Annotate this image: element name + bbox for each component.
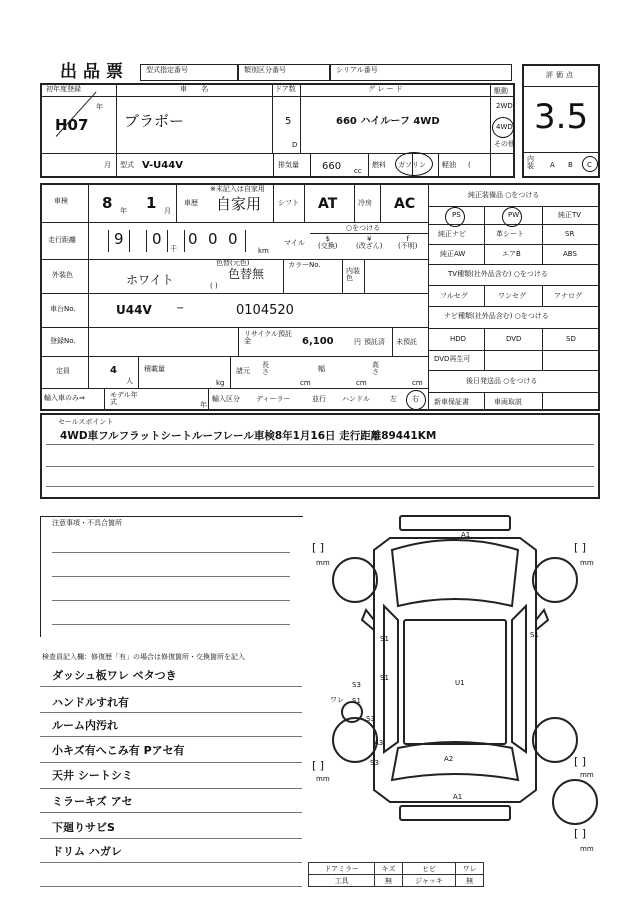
row-line <box>428 264 600 265</box>
fuel-circle <box>395 152 433 176</box>
sales-line <box>46 486 594 487</box>
chassis-dash: − <box>176 303 185 314</box>
grade-label: グ レ ー ド <box>368 85 403 93</box>
sales-label: セールスポイント <box>58 418 114 426</box>
inspection-month-unit: 月 <box>164 207 171 215</box>
note-underline <box>40 712 302 713</box>
vehicle-name: ブラボー <box>124 112 185 130</box>
mark-s1-left: S1 <box>380 635 389 643</box>
col-line <box>176 183 177 222</box>
sales-text: 4WD車フルフラットシートルーフレール車検8年1月16日 走行距離89441KM <box>60 430 437 442</box>
repaint-paren: ( ) <box>210 282 218 290</box>
grade-value: 660 ハイルーフ 4WD <box>336 116 440 127</box>
col-line <box>484 285 485 306</box>
recycle-amount: 6,100 <box>302 336 334 347</box>
row-line <box>428 392 600 393</box>
equip-sr: SR <box>565 230 575 238</box>
class-label: 類別区分番号 <box>244 66 286 74</box>
col-line <box>208 388 209 411</box>
equip-airbag: エアB <box>502 250 521 258</box>
note-line-5: 天井 シートシミ <box>52 769 133 782</box>
color-value: ホワイト <box>126 273 174 287</box>
col-line <box>542 328 543 370</box>
recycle-label: リサイクル預託金 <box>244 330 293 345</box>
height-cm: cm <box>412 379 423 387</box>
row-line <box>428 370 600 371</box>
note-underline <box>40 788 302 789</box>
fuel-other: ( <box>468 161 471 169</box>
col-line <box>238 327 239 356</box>
int-color-label: 内装色 <box>346 267 360 282</box>
dvd-label: DVD再生可 <box>434 355 471 363</box>
drive-2wd: 2WD <box>496 102 513 110</box>
load-kg: kg <box>216 379 225 387</box>
note-line-2: ハンドルすれ有 <box>52 696 129 709</box>
cell-crack: ヒビ <box>402 863 455 875</box>
col-line <box>342 259 343 293</box>
height-label: 高さ <box>372 361 379 376</box>
shift-label: シフト <box>278 199 299 207</box>
dims-label: 諸元 <box>236 367 250 375</box>
score-divider <box>522 86 600 87</box>
row-line <box>40 153 515 154</box>
mark-u1: U1 <box>455 679 465 687</box>
tire-bracket-rl: [ ] <box>312 759 325 772</box>
mark-s3-low: S3 <box>370 759 379 767</box>
label-col <box>88 183 89 388</box>
sales-line <box>46 444 594 445</box>
cell-scratch: キズ <box>375 863 403 875</box>
col-line <box>304 183 305 222</box>
interior-b: B <box>568 161 573 169</box>
mileage-digit-4: 0 <box>208 230 218 248</box>
model-year-label: モデル年式 <box>110 391 138 406</box>
equip-pw-circle <box>502 207 522 227</box>
handle-right: 右 <box>412 395 419 403</box>
length-cm: cm <box>300 379 311 387</box>
note-line-7: 下廻りサビS <box>52 821 115 834</box>
digit-box <box>184 230 246 252</box>
col-line <box>484 328 485 370</box>
col-line <box>484 206 485 264</box>
row-line <box>428 285 600 286</box>
equip-abs: ABS <box>563 250 577 258</box>
fuel-gasoline: ガソリン <box>398 161 426 169</box>
first-reg-label: 初年度登録 <box>46 85 81 93</box>
thousand-unit: 千 <box>170 245 177 253</box>
col-line <box>368 153 369 178</box>
callout-text: ワレ <box>330 696 344 704</box>
interior-circle <box>582 156 598 172</box>
tv-analog: アナログ <box>554 292 582 300</box>
row-line <box>428 328 600 329</box>
import-label: 輸入車のみ⇒ <box>44 394 85 402</box>
interior-a: A <box>550 161 555 169</box>
row-line <box>40 222 428 223</box>
tire-bracket-rr: [ ] <box>574 755 587 768</box>
length-label: 長さ <box>262 361 269 376</box>
later-title: 後日発送品 ○をつける <box>466 377 538 385</box>
nav-hdd: HDD <box>450 335 467 343</box>
drive-label: 駆動 <box>494 87 508 95</box>
ac-label: 冷房 <box>358 199 372 207</box>
score-value: 3.5 <box>534 97 589 137</box>
nav-sd: SD <box>566 335 576 343</box>
reg-no-label: 登録No. <box>50 337 76 345</box>
col-line <box>138 356 139 388</box>
nav-title: ナビ種類(社外品含む) ○をつける <box>444 312 549 320</box>
displacement-value: 660 <box>322 161 342 172</box>
row-line <box>428 244 600 245</box>
note-line-3: ルーム内汚れ <box>52 719 118 732</box>
inspection-month: 1 <box>146 194 157 212</box>
interior-c: C <box>587 161 592 169</box>
mileage-digit-3: 0 <box>188 230 198 248</box>
recycle-unit: 円 <box>354 338 361 346</box>
equip-ps-circle <box>445 207 465 227</box>
note-underline <box>40 762 302 763</box>
col-line <box>354 183 355 222</box>
usage-label: 車歴 <box>184 199 198 207</box>
note-underline <box>40 812 302 813</box>
tire-mm-fr: mm <box>580 559 594 567</box>
shift-value: AT <box>318 196 338 212</box>
col-line <box>273 183 274 222</box>
import-year-unit: 年 <box>200 401 207 409</box>
capacity-label: 定員 <box>56 367 70 375</box>
equip-ps: PS <box>452 211 461 219</box>
inspection-year: 8 <box>102 194 113 212</box>
equip-pw: PW <box>508 211 520 219</box>
mark-a3: A3 <box>374 739 384 747</box>
row-line <box>40 293 428 294</box>
usage-value: 自家用 <box>216 195 262 213</box>
notes-line <box>52 600 290 601</box>
later-manual: 車両取説 <box>494 398 522 406</box>
circle-note: ○をつける <box>346 224 381 232</box>
digit-box <box>146 230 168 252</box>
doors-unit: D <box>292 141 298 149</box>
note-line-6: ミラーキズ アセ <box>52 795 133 808</box>
equip-leather: 革シート <box>496 230 524 238</box>
tv-title: TV種類(社外品含む) ○をつける <box>448 270 548 278</box>
doors-value: 5 <box>285 116 292 127</box>
cell-door-mirror: ドアミラー <box>309 863 375 875</box>
note-underline <box>40 838 302 839</box>
row-line <box>40 388 428 389</box>
mark-s1-mid: S1 <box>380 674 389 682</box>
col-line <box>310 233 428 234</box>
width-cm: cm <box>356 379 367 387</box>
chassis-label: 車台No. <box>50 305 76 313</box>
notes-label: 注意事項・不具合箇所 <box>52 519 122 527</box>
col-line <box>272 83 273 153</box>
month-unit: 月 <box>104 161 111 169</box>
note-underline <box>40 886 302 887</box>
digit-box <box>108 230 130 252</box>
col-line <box>484 392 485 411</box>
cell-tools-value: 無 <box>375 875 403 887</box>
mark-s1-right: S1 <box>530 631 539 639</box>
tire-bracket-spare: [ ] <box>574 827 587 840</box>
ac-value: AC <box>394 196 416 212</box>
col-line <box>490 83 491 178</box>
tire-mm-rl: mm <box>316 775 330 783</box>
mileage-digit-5: 0 <box>228 230 238 248</box>
handle-left: 左 <box>390 395 397 403</box>
chassis-prefix: U44V <box>116 303 152 317</box>
parallel-option: 並行 <box>312 395 326 403</box>
drive-4wd: 4WD <box>496 123 513 131</box>
col-line <box>283 259 284 293</box>
row-line <box>40 327 428 328</box>
note-line-4: 小キズ有へこみ有 Pアセ有 <box>52 744 185 757</box>
col-line <box>392 327 393 356</box>
mark-s1-low: S1 <box>352 697 361 705</box>
mark-s3-mid: S3 <box>366 715 375 723</box>
model-value: V-U44V <box>142 160 183 171</box>
score-label: 評価点 <box>546 71 576 79</box>
recycle-unpaid: 未預託 <box>396 338 417 346</box>
mark-a2: A2 <box>444 755 454 763</box>
col-line <box>364 259 365 293</box>
drive-4wd-circle <box>492 117 514 138</box>
row-line <box>40 356 428 357</box>
col-line <box>542 206 543 264</box>
odo-opt-1: $ (交換) <box>318 235 338 250</box>
repaint-value: 色替無 <box>228 267 265 281</box>
recycle-paid: 預託済 <box>364 338 385 346</box>
cell-jack: ジャッキ <box>402 875 455 887</box>
mileage-digit-1: 9 <box>114 230 124 248</box>
capacity-unit: 人 <box>126 377 133 385</box>
equip-aw: 純正AW <box>440 250 466 258</box>
score-row-line <box>522 152 600 153</box>
row-line <box>428 350 600 351</box>
note-line-8: ドリム ハガレ <box>52 845 122 858</box>
row-line <box>428 306 600 307</box>
tire-bracket-fl: [ ] <box>312 541 325 554</box>
nav-dvd: DVD <box>506 335 522 343</box>
notes-line <box>52 624 290 625</box>
doors-label: ドア数 <box>275 85 296 93</box>
cell-break: ワレ <box>456 863 484 875</box>
repaint-label: 色替(元色) <box>216 259 250 267</box>
serial-label: シリアル番号 <box>336 66 378 74</box>
odo-opt-2: ¥ (改ざん) <box>356 235 383 250</box>
accessory-table <box>308 862 484 887</box>
col-line <box>310 153 311 178</box>
col-line <box>542 285 543 306</box>
fuel-diesel: 軽油 <box>442 161 456 169</box>
fuel-label: 燃料 <box>372 161 386 169</box>
name-label: 車 名 <box>180 85 215 93</box>
chassis-number: 0104520 <box>236 303 294 318</box>
row-line <box>40 96 515 97</box>
mark-a1-top: A1 <box>461 531 471 539</box>
equip-navi: 純正ナビ <box>438 230 466 238</box>
load-label: 積載量 <box>144 365 165 373</box>
sales-line <box>46 466 594 467</box>
mile-label: マイル <box>284 239 305 247</box>
interior-label: 内装 <box>527 155 534 170</box>
car-diagram <box>300 510 610 840</box>
cc-unit: cc <box>354 167 362 175</box>
handle-label: ハンドル <box>342 395 370 403</box>
dealer-option: ディーラー <box>256 395 291 403</box>
cell-tools: 工具 <box>309 875 375 887</box>
col-line <box>542 392 543 411</box>
color-label: 外装色 <box>52 271 73 279</box>
usage-note: ※未記入は自家用 <box>210 185 265 193</box>
note-underline <box>40 686 302 687</box>
col-line <box>438 153 439 178</box>
capacity-value: 4 <box>110 365 117 376</box>
drive-other: その他 <box>494 140 515 148</box>
type-cert-label: 型式指定番号 <box>146 66 188 74</box>
inspector-label: 検査員記入欄：修復歴「有」の場合は修復箇所・交換箇所を記入 <box>42 653 245 661</box>
col-line <box>273 153 274 178</box>
tire-mm-rr: mm <box>580 771 594 779</box>
first-reg-value: H07 <box>55 116 89 134</box>
tv-one: ワンセグ <box>498 292 526 300</box>
equip-tv: 純正TV <box>558 211 582 219</box>
model-label: 型式 <box>120 161 134 169</box>
col-line <box>380 183 381 222</box>
displacement-label: 排気量 <box>278 161 299 169</box>
col-line <box>116 83 117 178</box>
tire-mm-fl: mm <box>316 559 330 567</box>
col-line <box>230 356 231 388</box>
note-underline <box>40 862 302 863</box>
mileage-label: 走行距離 <box>48 236 76 244</box>
inspection-year-unit: 年 <box>120 207 127 215</box>
equipment-title: 純正装備品 ○をつける <box>468 191 540 199</box>
cell-jack-value: 無 <box>456 875 484 887</box>
tire-bracket-fr: [ ] <box>574 541 587 554</box>
mileage-digit-2: 0 <box>152 230 162 248</box>
col-line <box>300 83 301 153</box>
note-underline <box>40 736 302 737</box>
color-no-label: カラーNo. <box>288 261 321 269</box>
odo-opt-3: f (不明) <box>398 235 418 250</box>
year-unit: 年 <box>96 103 103 111</box>
import-class-label: 輸入区分 <box>212 395 240 403</box>
tire-mm-spare: mm <box>580 845 594 853</box>
inspection-label: 車検 <box>54 197 68 205</box>
note-line-1: ダッシュ板ワレ ベタつき <box>52 669 177 682</box>
tv-full: フルセグ <box>440 292 468 300</box>
notes-line <box>52 552 290 553</box>
later-warranty: 新車保証書 <box>434 398 469 406</box>
handle-right-circle <box>406 390 426 410</box>
notes-line <box>52 576 290 577</box>
equip-divider <box>428 183 429 411</box>
mark-a1-bottom: A1 <box>453 793 463 801</box>
col-line <box>104 388 105 411</box>
mark-s3-top: S3 <box>352 681 361 689</box>
km-unit: km <box>258 247 269 255</box>
width-label: 幅 <box>318 365 325 373</box>
form-title: 出品票 <box>60 62 129 82</box>
